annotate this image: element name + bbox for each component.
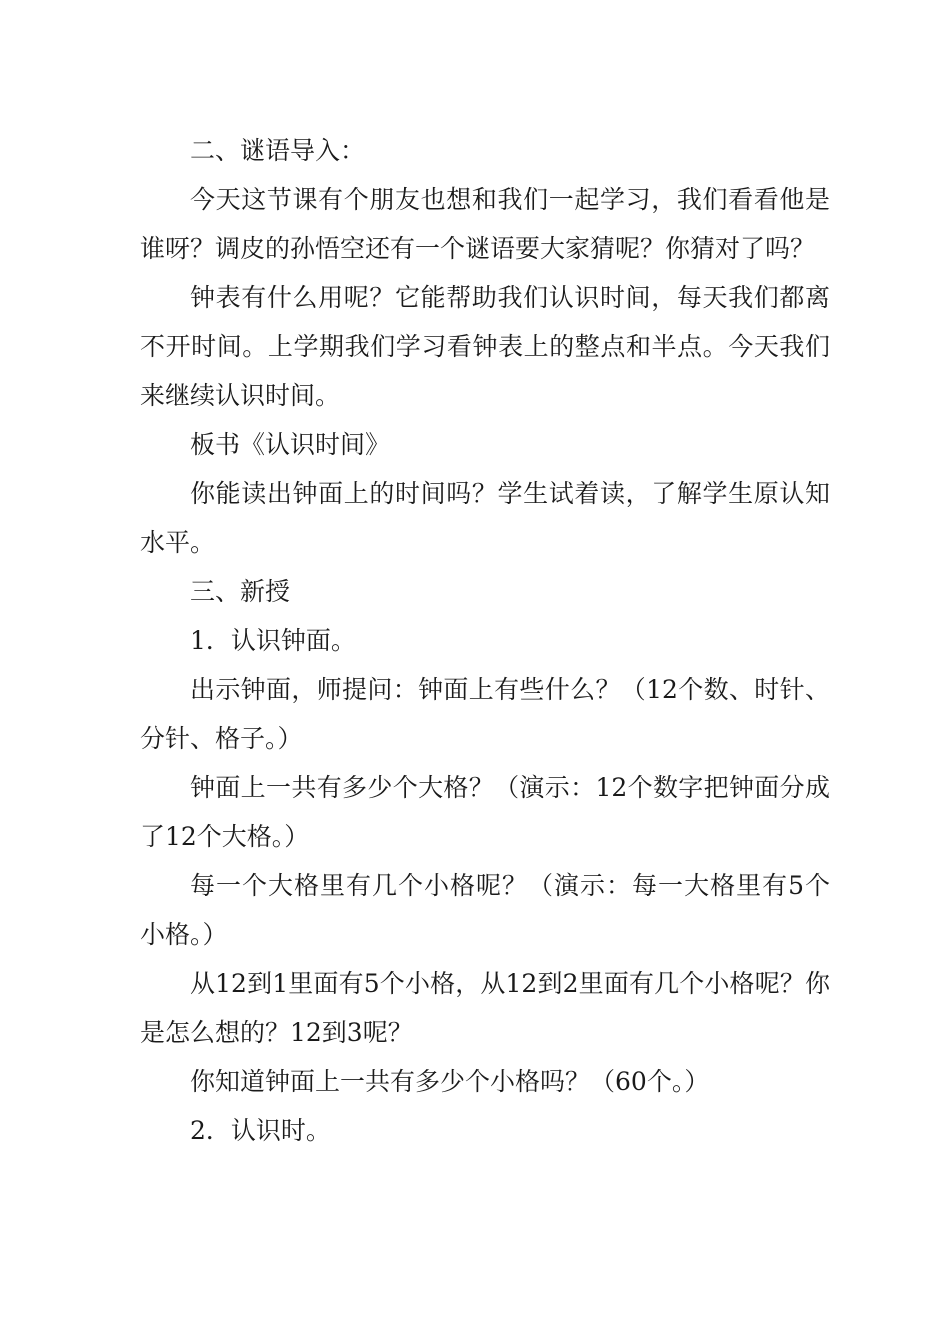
section-heading-new-lesson: 三、新授: [190, 577, 291, 606]
paragraph-total-divisions: 你知道钟面上一共有多少个小格吗？（60个。）: [190, 1067, 710, 1096]
paragraph-clock-use: 钟表有什么用呢？它能帮助我们认识时间，每天我们都离不开时间。上学期我们学习看钟表上的整点和半点。今天我们来继续认识时间。: [140, 283, 830, 410]
section-heading-riddle: 二、谜语导入：: [190, 136, 366, 165]
paragraph-show-clock: 出示钟面，师提问：钟面上有些什么？（12个数、时针、分针、格子。）: [140, 675, 830, 753]
paragraph-big-divisions: 钟面上一共有多少个大格？（演示：12个数字把钟面分成了12个大格。）: [140, 773, 830, 851]
subheading-clock-face: 1．认识钟面。: [190, 626, 356, 655]
paragraph-count-divisions: 从12到1里面有5个小格，从12到2里面有几个小格呢？你是怎么想的？12到3呢？: [140, 969, 830, 1047]
paragraph-board-title: 板书《认识时间》: [190, 430, 391, 459]
paragraph-intro: 今天这节课有个朋友也想和我们一起学习，我们看看他是谁呀？调皮的孙悟空还有一个谜语要大家猜呢？你猜对了吗？: [140, 185, 830, 263]
paragraph-read-time: 你能读出钟面上的时间吗？学生试着读，了解学生原认知水平。: [140, 479, 830, 557]
subheading-hours: 2．认识时。: [190, 1116, 331, 1145]
document-body: [140, 126, 830, 1155]
paragraph-small-divisions: 每一个大格里有几个小格呢？（演示：每一大格里有5个小格。）: [140, 871, 830, 949]
